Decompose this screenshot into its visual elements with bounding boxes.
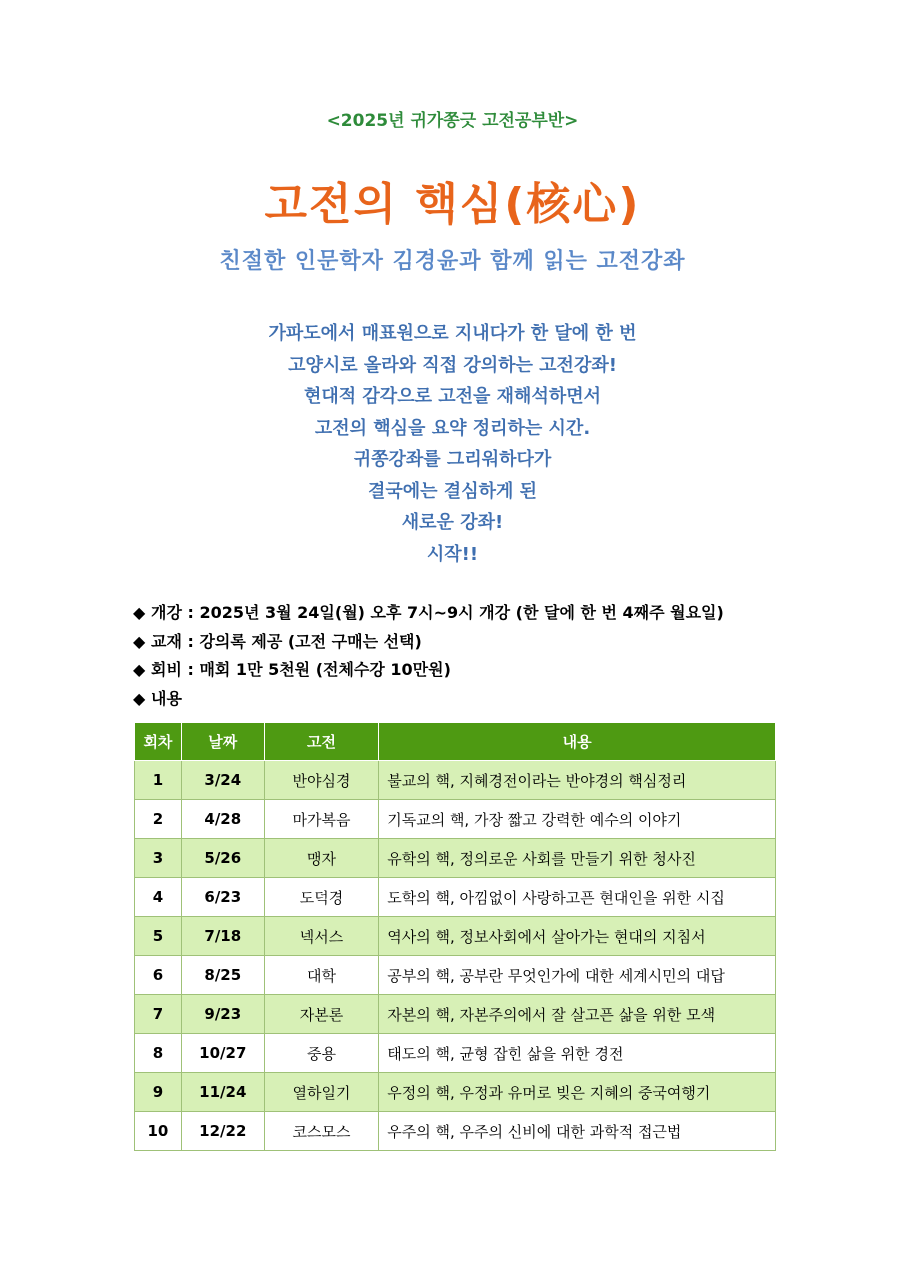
content-cell: 불교의 핵, 지혜경전이라는 반야경의 핵심정리 xyxy=(379,761,776,800)
session-cell: 3 xyxy=(135,839,182,878)
table-row xyxy=(135,839,776,878)
info-item-textbook xyxy=(133,628,724,657)
intro-text xyxy=(0,318,905,570)
info-text: 교재 : 강의록 제공 (고전 구매는 선택) xyxy=(151,631,422,651)
date-cell: 5/26 xyxy=(181,839,264,878)
info-text: 내용 xyxy=(151,688,182,708)
column-header-session: 회차 xyxy=(135,723,182,761)
table-row xyxy=(135,995,776,1034)
table-header-row xyxy=(135,723,776,761)
content-cell: 우주의 핵, 우주의 신비에 대한 과학적 접근법 xyxy=(379,1112,776,1151)
intro-line: 결국에는 결심하게 된 xyxy=(367,480,538,502)
info-text: 회비 : 매회 1만 5천원 (전체수강 10만원) xyxy=(151,660,451,679)
session-cell: 7 xyxy=(135,995,182,1034)
session-cell: 8 xyxy=(135,1034,182,1073)
classic-cell: 중용 xyxy=(264,1034,379,1073)
table-row xyxy=(135,1073,776,1112)
classic-cell: 자본론 xyxy=(264,995,379,1034)
page-title: 고전의 핵심(核心) xyxy=(264,179,641,230)
info-item-opening xyxy=(133,599,724,628)
classic-cell: 열하일기 xyxy=(264,1073,379,1112)
schedule-table xyxy=(134,722,776,1151)
session-cell: 6 xyxy=(135,956,182,995)
column-header-classic: 고전 xyxy=(264,723,379,761)
content-cell: 기독교의 핵, 가장 짧고 강력한 예수의 이야기 xyxy=(379,800,776,839)
session-cell: 2 xyxy=(135,800,182,839)
info-list xyxy=(133,599,724,713)
intro-line: 시작!! xyxy=(426,543,479,565)
info-item-fee xyxy=(133,656,724,685)
table-row xyxy=(135,800,776,839)
content-cell: 역사의 핵, 정보사회에서 살아가는 현대의 지침서 xyxy=(379,917,776,956)
classic-cell: 코스모스 xyxy=(264,1112,379,1151)
intro-line: 귀쫑강좌를 그리워하다가 xyxy=(353,449,552,470)
content-cell: 자본의 핵, 자본주의에서 잘 살고픈 삶을 위한 모색 xyxy=(379,995,776,1034)
session-cell: 9 xyxy=(135,1073,182,1112)
table-row xyxy=(135,917,776,956)
intro-line: 현대적 감각으로 고전을 재해석하면서 xyxy=(303,386,601,407)
column-header-date: 날짜 xyxy=(181,723,264,761)
date-cell: 3/24 xyxy=(181,761,264,800)
intro-line: 고전의 핵심을 요약 정리하는 시간. xyxy=(314,417,591,439)
info-text: 개강 : 2025년 3월 24일(월) 오후 7시~9시 개강 (한 달에 한 번 4째주 월요일) xyxy=(151,603,724,622)
intro-line: 고양시로 올라와 직접 강의하는 고전강좌! xyxy=(288,354,617,376)
page-subtitle: 친절한 인문학자 김경윤과 함께 읽는 고전강좌 xyxy=(219,249,686,274)
session-cell: 4 xyxy=(135,878,182,917)
table-row xyxy=(135,1112,776,1151)
classic-cell: 대학 xyxy=(264,956,379,995)
table-row xyxy=(135,956,776,995)
session-cell: 5 xyxy=(135,917,182,956)
classic-cell: 반야심경 xyxy=(264,761,379,800)
date-cell: 11/24 xyxy=(181,1073,264,1112)
intro-line: 가파도에서 매표원으로 지내다가 한 달에 한 번 xyxy=(268,323,637,344)
date-cell: 9/23 xyxy=(181,995,264,1034)
date-cell: 7/18 xyxy=(181,917,264,956)
intro-line: 새로운 강좌! xyxy=(401,512,504,533)
table-row xyxy=(135,878,776,917)
diamond-bullet-icon: ◆ xyxy=(133,631,146,651)
classic-cell: 도덕경 xyxy=(264,878,379,917)
content-cell: 태도의 핵, 균형 잡힌 삶을 위한 경전 xyxy=(379,1034,776,1073)
classic-cell: 맹자 xyxy=(264,839,379,878)
column-header-content: 내용 xyxy=(379,723,776,761)
content-cell: 우정의 핵, 우정과 유머로 빚은 지혜의 중국여행기 xyxy=(379,1073,776,1112)
diamond-bullet-icon: ◆ xyxy=(133,603,146,622)
content-cell: 도학의 핵, 아낌없이 사랑하고픈 현대인을 위한 시집 xyxy=(379,878,776,917)
info-item-content xyxy=(133,685,724,714)
diamond-bullet-icon: ◆ xyxy=(133,688,146,708)
classic-cell: 넥서스 xyxy=(264,917,379,956)
date-cell: 6/23 xyxy=(181,878,264,917)
session-cell: 10 xyxy=(135,1112,182,1151)
date-cell: 10/27 xyxy=(181,1034,264,1073)
table-row xyxy=(135,761,776,800)
content-cell: 공부의 핵, 공부란 무엇인가에 대한 세계시민의 대답 xyxy=(379,956,776,995)
diamond-bullet-icon: ◆ xyxy=(133,660,146,679)
date-cell: 12/22 xyxy=(181,1112,264,1151)
session-cell: 1 xyxy=(135,761,182,800)
classic-cell: 마가복음 xyxy=(264,800,379,839)
date-cell: 8/25 xyxy=(181,956,264,995)
table-row xyxy=(135,1034,776,1073)
content-cell: 유학의 핵, 정의로운 사회를 만들기 위한 청사진 xyxy=(379,839,776,878)
date-cell: 4/28 xyxy=(181,800,264,839)
course-tag: <2025년 귀가쫑긋 고전공부반> xyxy=(326,111,579,131)
